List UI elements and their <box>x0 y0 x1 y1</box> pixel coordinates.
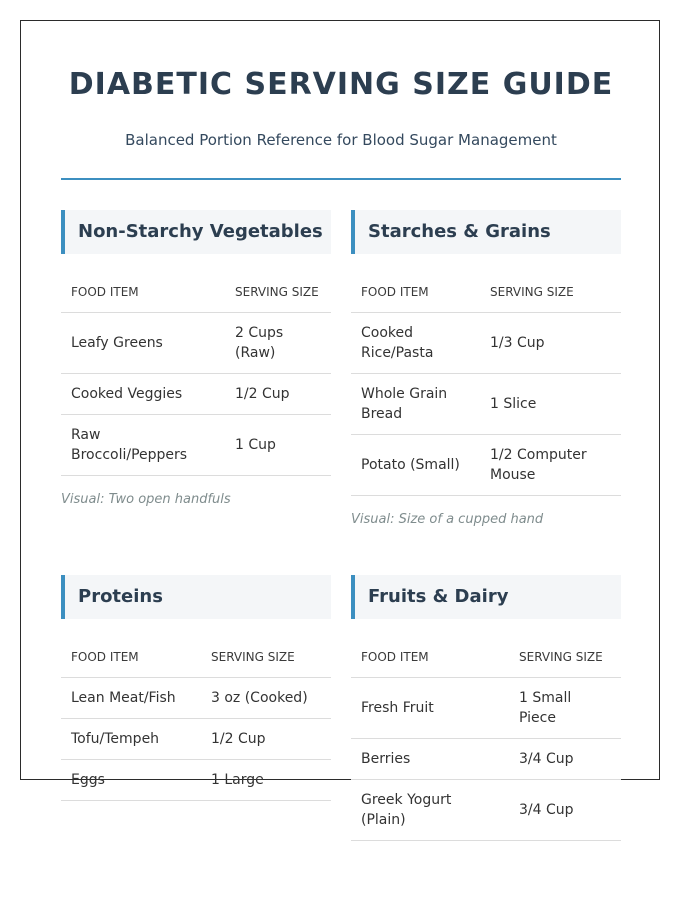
guide-header <box>61 60 621 180</box>
column-header-serving: SERVING SIZE <box>480 272 621 313</box>
page-subtitle: Balanced Portion Reference for Blood Sugar Management <box>125 131 557 149</box>
serving-table <box>351 272 621 496</box>
table-header-row <box>61 637 331 678</box>
table-row <box>351 435 621 496</box>
table-row <box>61 415 331 476</box>
serving-size: 1/2 Cup <box>201 719 331 760</box>
food-item: Berries <box>351 739 509 780</box>
table-row <box>351 374 621 435</box>
visual-note: Visual: Two open handfuls <box>61 492 231 507</box>
table-header-row <box>351 272 621 313</box>
food-item: Tofu/Tempeh <box>61 719 201 760</box>
food-item: Cooked Veggies <box>61 374 225 415</box>
serving-size: 3/4 Cup <box>509 780 621 841</box>
table-row <box>61 719 331 760</box>
section-proteins <box>61 575 331 841</box>
food-item: Potato (Small) <box>351 435 480 496</box>
section-starches-grains <box>351 210 621 527</box>
column-header-food: FOOD ITEM <box>61 637 201 678</box>
serving-size: 1 Slice <box>480 374 621 435</box>
serving-size: 1/3 Cup <box>480 313 621 374</box>
column-header-food: FOOD ITEM <box>61 272 225 313</box>
food-item: Fresh Fruit <box>351 678 509 739</box>
table-row <box>61 760 331 801</box>
visual-note: Visual: Size of a cupped hand <box>351 512 544 527</box>
page-title: DIABETIC SERVING SIZE GUIDE <box>68 67 614 102</box>
serving-table <box>61 637 331 801</box>
section-title: Fruits & Dairy <box>351 575 621 619</box>
serving-table <box>61 272 331 476</box>
serving-size: 1 Cup <box>225 415 331 476</box>
table-row <box>351 780 621 841</box>
serving-size: 3/4 Cup <box>509 739 621 780</box>
serving-size: 1 Small Piece <box>509 678 621 739</box>
food-item: Lean Meat/Fish <box>61 678 201 719</box>
serving-size: 1/2 Cup <box>225 374 331 415</box>
section-title: Proteins <box>61 575 331 619</box>
food-item: Greek Yogurt (Plain) <box>351 780 509 841</box>
section-title: Non-Starchy Vegetables <box>61 210 331 254</box>
table-row <box>351 678 621 739</box>
serving-size: 1/2 Computer Mouse <box>480 435 621 496</box>
guide-content <box>61 60 621 841</box>
food-item: Raw Broccoli/Peppers <box>61 415 225 476</box>
section-title: Starches & Grains <box>351 210 621 254</box>
section-fruits-dairy <box>351 575 621 841</box>
table-row <box>351 739 621 780</box>
table-row <box>351 313 621 374</box>
table-row <box>61 678 331 719</box>
section-non-starchy-vegetables <box>61 210 331 527</box>
table-row <box>61 313 331 374</box>
serving-size: 1 Large <box>201 760 331 801</box>
sections-grid <box>61 210 621 841</box>
food-item: Leafy Greens <box>61 313 225 374</box>
table-header-row <box>351 637 621 678</box>
food-item: Cooked Rice/Pasta <box>351 313 480 374</box>
column-header-serving: SERVING SIZE <box>201 637 331 678</box>
serving-table <box>351 637 621 841</box>
food-item: Whole Grain Bread <box>351 374 480 435</box>
table-header-row <box>61 272 331 313</box>
column-header-food: FOOD ITEM <box>351 272 480 313</box>
serving-size: 2 Cups (Raw) <box>225 313 331 374</box>
food-item: Eggs <box>61 760 201 801</box>
table-row <box>61 374 331 415</box>
serving-size: 3 oz (Cooked) <box>201 678 331 719</box>
column-header-serving: SERVING SIZE <box>225 272 331 313</box>
column-header-serving: SERVING SIZE <box>509 637 621 678</box>
column-header-food: FOOD ITEM <box>351 637 509 678</box>
